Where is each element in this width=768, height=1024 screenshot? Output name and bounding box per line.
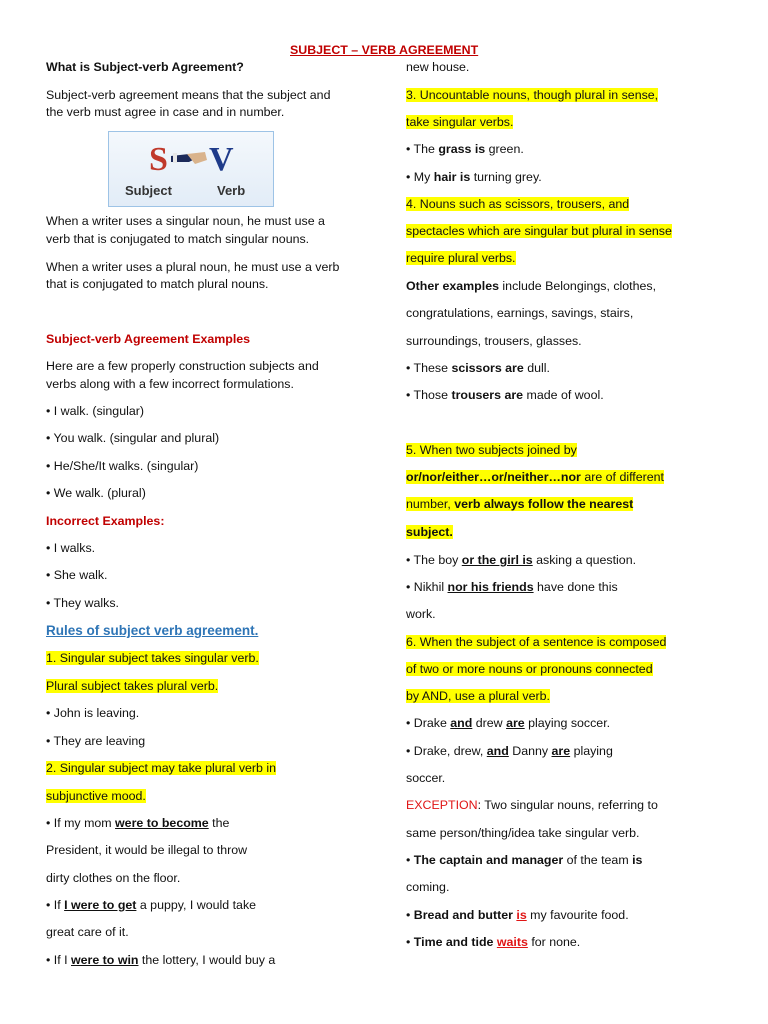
rule-6-example [406, 716, 610, 730]
example-text: • These [406, 361, 452, 375]
example-text: include Belongings, clothes, [498, 279, 657, 293]
rule-1-line: Plural subject takes plural verb. [46, 679, 219, 693]
example-text: • Drake [406, 716, 451, 730]
continued-text: new house. [406, 60, 470, 74]
logo-label-subject: Subject [125, 183, 172, 198]
verb: are [551, 744, 571, 758]
page-title: SUBJECT – VERB AGREEMENT [290, 43, 479, 57]
rule-text: are of different [580, 470, 664, 484]
rule-5-line [406, 470, 664, 484]
example-text: • The [406, 142, 439, 156]
rule-5-line [406, 497, 633, 511]
exception-label: EXCEPTION [406, 798, 478, 812]
example-text: playing soccer. [524, 716, 611, 730]
bold-phrase: grass is [438, 142, 486, 156]
other-examples [406, 279, 656, 293]
correct-example: • We walk. (plural) [46, 486, 146, 500]
other-examples-cont: surroundings, trousers, glasses. [406, 334, 582, 348]
definition-line: the verb must agree in case and in number. [46, 105, 285, 119]
rule-6-line: 6. When the subject of a sentence is composed [406, 635, 667, 649]
example-text: asking a question. [532, 553, 637, 567]
bold-phrase: Other examples [406, 279, 499, 293]
exception-line [406, 798, 658, 812]
bold-phrase: scissors are [451, 361, 524, 375]
rule-2-example [46, 816, 229, 830]
examples-heading: Subject-verb Agreement Examples [46, 332, 251, 346]
rule-2-example-cont: President, it would be illegal to throw [46, 843, 248, 857]
example-text: • [406, 935, 414, 949]
exception-line-cont: same person/thing/idea take singular verb. [406, 826, 640, 840]
rule-text: number, [406, 497, 455, 511]
rule-3-line: 3. Uncountable nouns, though plural in sense, [406, 88, 659, 102]
plural-rule-line: When a writer uses a plural noun, he must use a verb [46, 260, 340, 274]
rule-1-example: • John is leaving. [46, 706, 140, 720]
logo-letter-v: V [209, 141, 234, 178]
conjunction: and [450, 716, 473, 730]
subject-verb-phrase: nor his friends [447, 580, 534, 594]
rule-5-line: 5. When two subjects joined by [406, 443, 577, 457]
example-text: • [406, 853, 414, 867]
rule-3-example [406, 142, 524, 156]
bold-phrase: hair is [433, 170, 471, 184]
bold-phrase: verb always follow the nearest [454, 497, 634, 511]
plural-rule-line: that is conjugated to match plural nouns. [46, 277, 269, 291]
example-text: a puppy, I would take [136, 898, 257, 912]
rule-5-example [406, 553, 636, 567]
example-text: dull. [523, 361, 550, 375]
rule-5-example-cont: work. [406, 607, 436, 621]
rule-2-example [46, 898, 256, 912]
exception-example [406, 908, 629, 922]
handshake-icon [109, 132, 275, 208]
example-text: • Drake, drew, [406, 744, 487, 758]
rule-2-example [46, 953, 275, 967]
exception-example [406, 853, 642, 867]
rule-4-line: require plural verbs. [406, 251, 516, 265]
example-text: • If I [46, 953, 71, 967]
rules-heading-link[interactable]: Rules of subject verb agreement. [46, 623, 259, 638]
rule-4-example [406, 388, 604, 402]
logo-label-verb: Verb [217, 183, 246, 198]
examples-intro: Here are a few properly construction subjects and [46, 359, 319, 373]
incorrect-example: • She walk. [46, 568, 108, 582]
rule-2-line: subjunctive mood. [46, 789, 146, 803]
rule-5-example [406, 580, 618, 594]
verb: waits [496, 935, 528, 949]
exception-example-cont: coming. [406, 880, 450, 894]
incorrect-heading: Incorrect Examples: [46, 514, 165, 528]
example-text: • The boy [406, 553, 462, 567]
correct-example: • He/She/It walks. (singular) [46, 459, 199, 473]
rule-2-line: 2. Singular subject may take plural verb in [46, 761, 277, 775]
definition-line: Subject-verb agreement means that the subject and [46, 88, 331, 102]
rule-6-example-cont: soccer. [406, 771, 446, 785]
rule-5-line: subject. [406, 525, 453, 539]
example-text: the [208, 816, 230, 830]
bold-phrase: Bread and butter [413, 908, 513, 922]
rule-3-line: take singular verbs. [406, 115, 514, 129]
example-text: • My [406, 170, 434, 184]
correct-example: • You walk. (singular and plural) [46, 431, 220, 445]
rule-6-line: by AND, use a plural verb. [406, 689, 550, 703]
verb: is [516, 908, 527, 922]
incorrect-example: • I walks. [46, 541, 96, 555]
example-text: playing [570, 744, 613, 758]
example-text: the lottery, I would buy a [138, 953, 276, 967]
conjunction: and [486, 744, 509, 758]
subject-verb-logo [108, 131, 274, 207]
other-examples-cont: congratulations, earnings, savings, stairs, [406, 306, 634, 320]
singular-rule-line: When a writer uses a singular noun, he must use a [46, 214, 325, 228]
bold-phrase: Time and tide [413, 935, 494, 949]
rule-4-example [406, 361, 550, 375]
rule-1-example: • They are leaving [46, 734, 146, 748]
example-text: Danny [508, 744, 552, 758]
rule-2-example-cont: dirty clothes on the floor. [46, 871, 181, 885]
example-text: • If [46, 898, 65, 912]
example-text: green. [485, 142, 524, 156]
rule-6-line: of two or more nouns or pronouns connected [406, 662, 653, 676]
example-text: • If my mom [46, 816, 116, 830]
example-text: my favourite food. [526, 908, 629, 922]
example-text: • [406, 908, 414, 922]
rule-1-line: 1. Singular subject takes singular verb. [46, 651, 259, 665]
rule-4-line: 4. Nouns such as scissors, trousers, and [406, 197, 630, 211]
subjunctive-verb: were to win [71, 953, 139, 967]
bold-phrase: The captain and manager [413, 853, 564, 867]
rule-4-line: spectacles which are singular but plural in sense [406, 224, 672, 238]
examples-intro: verbs along with a few incorrect formulations. [46, 377, 294, 391]
verb: is [632, 853, 643, 867]
what-is-heading: What is Subject-verb Agreement? [46, 60, 244, 74]
example-text: • Nikhil [406, 580, 448, 594]
bold-phrase: or/nor/either…or/neither…nor [406, 470, 581, 484]
singular-rule-line: verb that is conjugated to match singular nouns. [46, 232, 310, 246]
example-text: have done this [533, 580, 618, 594]
subjunctive-verb: were to become [115, 816, 209, 830]
example-text: made of wool. [523, 388, 604, 402]
subjunctive-verb: I were to get [64, 898, 137, 912]
correct-example: • I walk. (singular) [46, 404, 144, 418]
verb: are [506, 716, 525, 730]
example-text: drew [472, 716, 507, 730]
incorrect-example: • They walks. [46, 596, 119, 610]
example-text: turning grey. [470, 170, 542, 184]
example-text: of the team [563, 853, 633, 867]
bold-phrase: trousers are [451, 388, 524, 402]
rule-2-example-cont: great care of it. [46, 925, 129, 939]
example-text: for none. [527, 935, 581, 949]
exception-text: : Two singular nouns, referring to [477, 798, 658, 812]
exception-example [406, 935, 580, 949]
rule-3-example [406, 170, 542, 184]
rule-6-example [406, 744, 613, 758]
example-text: • Those [406, 388, 452, 402]
logo-letter-s: S [149, 141, 168, 178]
subject-verb-phrase: or the girl is [461, 553, 533, 567]
